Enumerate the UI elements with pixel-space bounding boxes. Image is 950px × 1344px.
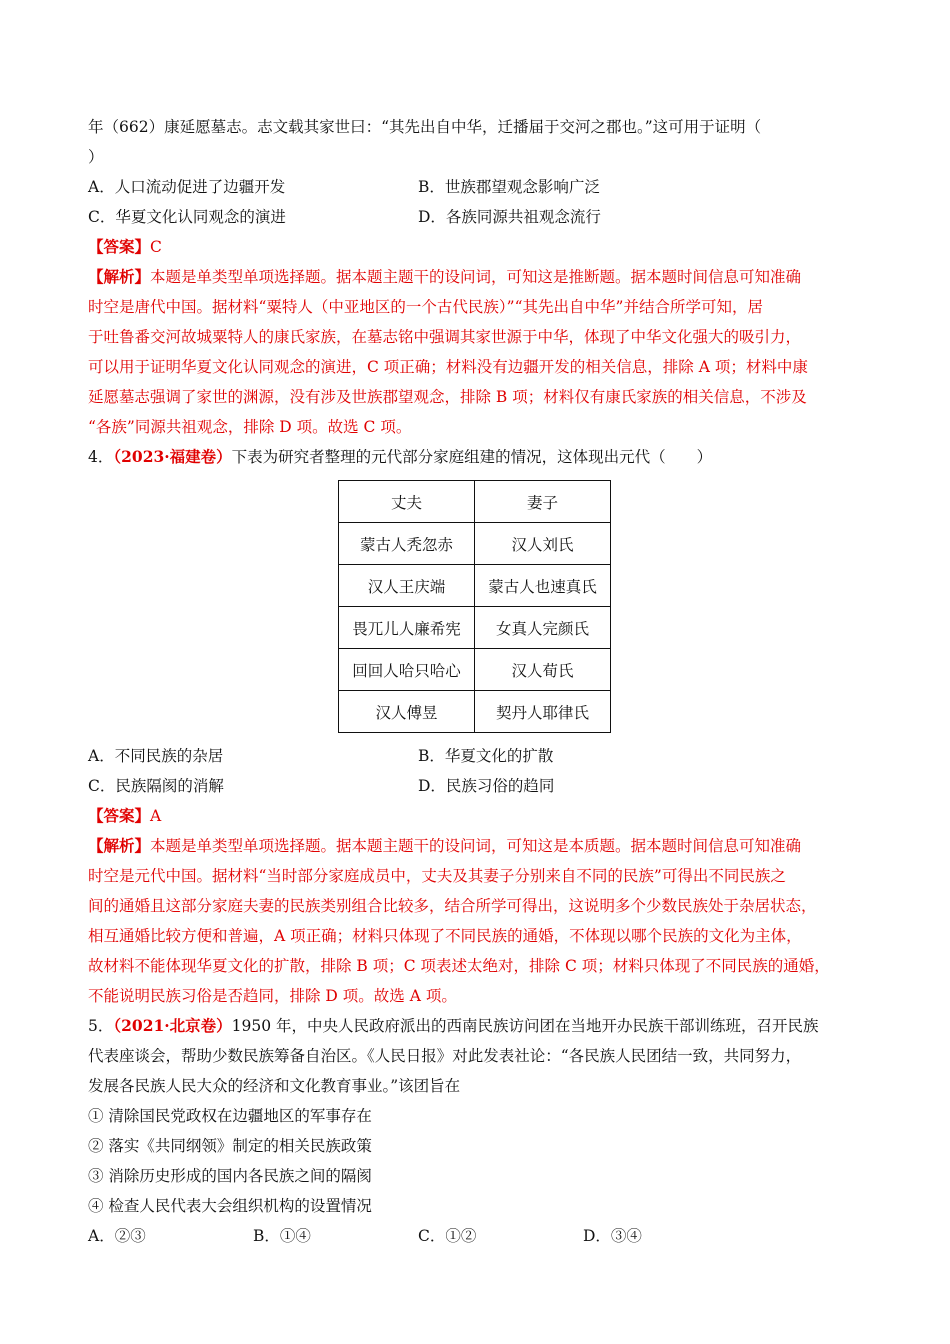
options-row <box>88 172 863 202</box>
answer-tag: 【答案】 <box>88 237 151 256</box>
statement-3: ③ 消除历史形成的国内各民族之间的隔阂 <box>88 1167 372 1185</box>
option-a: A．②③ <box>88 1227 146 1245</box>
table-row <box>339 607 611 649</box>
question-stem: 4．（2023·福建卷）下表为研究者整理的元代部分家庭组建的情况，这体现出元代（ ） <box>88 447 713 466</box>
option-b: B．华夏文化的扩散 <box>418 747 554 765</box>
table-header-row <box>339 481 611 523</box>
analysis-line: 时空是元代中国。据材料“当时部分家庭成员中，丈夫及其妻子分别来自不同的民族”可得出不同民族之 <box>88 867 786 885</box>
table-cell: 蒙古人也速真氏 <box>475 565 611 607</box>
option-d: D．民族习俗的趋同 <box>418 777 555 795</box>
options-row <box>88 771 863 801</box>
option-d: D．各族同源共祖观念流行 <box>418 208 601 226</box>
question-number: 4． <box>88 448 114 466</box>
table-cell: 蒙古人秃忽赤 <box>339 523 475 565</box>
option-a: A．不同民族的杂居 <box>88 747 224 765</box>
analysis-line: 延愿墓志强调了家世的渊源，没有涉及世族郡望观念，排除 B 项；材料仅有康氏家族的相关信息，不涉及 <box>88 388 807 406</box>
option-d: D．③④ <box>583 1227 642 1245</box>
question-stem: 年（662）康延愿墓志。志文载其家世曰：“其先出自中华，迁播届于交河之郡也。”这可用于证明（ <box>88 118 762 136</box>
option-a: A．人口流动促进了边疆开发 <box>88 178 286 196</box>
table-row <box>339 691 611 733</box>
table-cell: 汉人刘氏 <box>475 523 611 565</box>
table-cell: 契丹人耶律氏 <box>475 691 611 733</box>
table-cell: 汉人荀氏 <box>475 649 611 691</box>
question-stem: 发展各民族人民大众的经济和文化教育事业。”该团旨在 <box>88 1077 461 1095</box>
analysis-line: 故材料不能体现华夏文化的扩散，排除 B 项；C 项表述太绝对，排除 C 项；材料只体现了不同民族的通婚， <box>88 957 830 975</box>
statement-2: ② 落实《共同纲领》制定的相关民族政策 <box>88 1137 372 1155</box>
table-row <box>339 649 611 691</box>
analysis-line: 时空是唐代中国。据材料“粟特人（中亚地区的一个古代民族）”“其先出自中华”并结合所学可知，居 <box>88 298 763 316</box>
question-4 <box>88 442 863 1011</box>
answer-value: C <box>150 238 162 256</box>
table-cell: 女真人完颜氏 <box>475 607 611 649</box>
analysis-line: 不能说明民族习俗是否趋同，排除 D 项。故选 A 项。 <box>88 987 457 1005</box>
answer-tag: 【答案】 <box>88 806 151 825</box>
marriage-table <box>338 480 611 733</box>
answer-line <box>88 232 863 262</box>
options-row <box>88 741 863 771</box>
options-row <box>88 1221 863 1251</box>
options-row <box>88 202 863 232</box>
answer-line <box>88 801 863 831</box>
option-c: C．民族隔阂的消解 <box>88 777 224 795</box>
table-row <box>339 565 611 607</box>
question-5 <box>88 1011 863 1251</box>
question-stem: 5．（2021·北京卷）1950 年，中央人民政府派出的西南民族访问团在当地开办民族干部训练班，召开民族 <box>88 1016 819 1035</box>
table-cell: 汉人傅昱 <box>339 691 475 733</box>
analysis-line: “各族”同源共祖观念，排除 D 项。故选 C 项。 <box>88 418 412 436</box>
question-source: （2021·北京卷） <box>113 1016 232 1035</box>
analysis-block <box>88 831 863 1011</box>
analysis-line: 【解析】本题是单类型单项选择题。据本题主题干的设问词，可知这是推断题。据本题时间信息可知准确 <box>88 267 802 286</box>
option-b: B．世族郡望观念影响广泛 <box>418 178 600 196</box>
question-stem: ） <box>88 148 104 166</box>
answer-value: A <box>150 807 162 825</box>
statement-4: ④ 检查人民代表大会组织机构的设置情况 <box>88 1197 372 1215</box>
analysis-tag: 【解析】 <box>88 267 151 286</box>
analysis-block <box>88 262 863 442</box>
question-3 <box>88 112 863 442</box>
question-number: 5． <box>88 1017 114 1035</box>
analysis-line: 相互通婚比较方便和普遍，A 项正确；材料只体现了不同民族的通婚，不体现以哪个民族的文化为主体， <box>88 927 802 945</box>
option-b: B．①④ <box>253 1227 311 1245</box>
document-page <box>88 112 863 1251</box>
option-c: C．华夏文化认同观念的演进 <box>88 208 286 226</box>
question-stem: 代表座谈会，帮助少数民族筹备自治区。《人民日报》对此发表社论：“各民族人民团结一致，共同努力， <box>88 1047 802 1065</box>
analysis-line: 可以用于证明华夏文化认同观念的演进，C 项正确；材料没有边疆开发的相关信息，排除 A 项；材料中康 <box>88 358 808 376</box>
analysis-line: 【解析】本题是单类型单项选择题。据本题主题干的设问词，可知这是本质题。据本题时间信息可知准确 <box>88 836 802 855</box>
option-c: C．①② <box>418 1227 477 1245</box>
table-row <box>339 523 611 565</box>
header-wife: 妻子 <box>475 481 611 523</box>
table-cell: 汉人王庆端 <box>339 565 475 607</box>
analysis-tag: 【解析】 <box>88 836 151 855</box>
analysis-line: 于吐鲁番交河故城粟特人的康氏家族，在墓志铭中强调其家世源于中华，体现了中华文化强大的吸引力， <box>88 328 802 346</box>
statement-1: ① 清除国民党政权在边疆地区的军事存在 <box>88 1107 372 1125</box>
table-cell: 回回人哈只哈心 <box>339 649 475 691</box>
question-source: （2023·福建卷） <box>113 447 232 466</box>
header-husband: 丈夫 <box>339 481 475 523</box>
table-cell: 畏兀儿人廉希宪 <box>339 607 475 649</box>
analysis-line: 间的通婚且这部分家庭夫妻的民族类别组合比较多，结合所学可得出，这说明多个少数民族处于杂居状态， <box>88 897 817 915</box>
